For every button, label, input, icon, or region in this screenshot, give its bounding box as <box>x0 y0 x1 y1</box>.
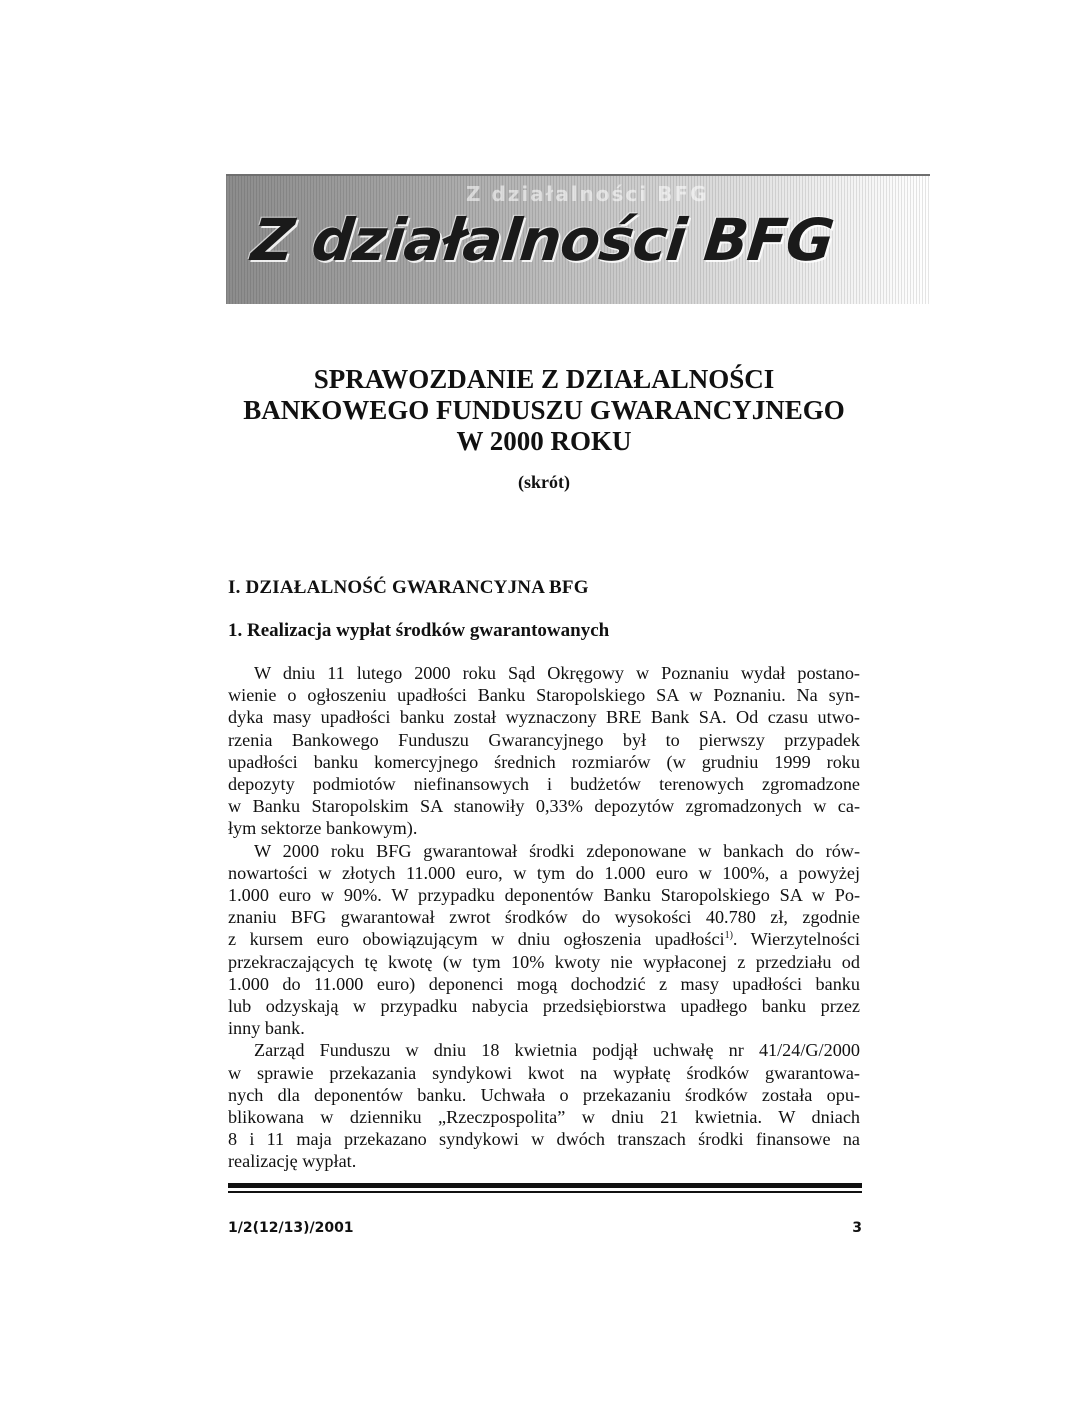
paragraph-1 <box>228 662 860 840</box>
text-line: rzenia Bankowego Funduszu Gwarancyjnego był to pierwszy przypadek <box>228 729 860 750</box>
footer-rule-thick <box>228 1183 862 1188</box>
text-line: 8 i 11 maja przekazano syndykowi w dwóch transzach środki finansowe na <box>228 1129 860 1150</box>
body-text <box>228 662 860 1173</box>
subsection-heading: 1. Realizacja wypłat środków gwarantowanych <box>228 620 610 641</box>
section-banner <box>226 174 930 304</box>
text-line: realizację wypłat. <box>228 1151 357 1172</box>
text-line: dyka masy upadłości banku został wyznaczony BRE Bank SA. Od czasu utwo- <box>228 707 860 728</box>
document-title <box>226 364 862 457</box>
text-line: nych dla deponentów banku. Uchwała o przekazaniu środków została opu- <box>228 1084 860 1105</box>
text-line-with-footnote <box>228 928 860 950</box>
page-number: 3 <box>852 1220 862 1236</box>
text-line: znaniu BFG gwarantował zwrot środków do wysokości 40.780 zł, zgodnie <box>228 907 860 928</box>
text-line: upadłości banku komercyjnego średnich rozmiarów (w grudniu 1999 roku <box>228 751 860 772</box>
document-title-line: BANKOWEGO FUNDUSZU GWARANCYJNEGO <box>243 395 845 425</box>
footer-rule-thin <box>228 1191 862 1193</box>
text-line: przekraczających tę kwotę (w tym 10% kwoty nie wypłaconej z przedziału od <box>228 951 860 972</box>
issue-number: 1/2(12/13)/2001 <box>228 1220 354 1236</box>
document-title-line: W 2000 ROKU <box>456 426 632 456</box>
text-line: blikowana w dzienniku „Rzeczpospolita” w dniu 21 kwietnia. W dniach <box>228 1107 860 1128</box>
text-line: łym sektorze bankowym). <box>228 818 418 839</box>
text-line: w Banku Staropolskim SA stanowiły 0,33% depozytów zgromadzonych w ca- <box>228 796 860 817</box>
text-line: inny bank. <box>228 1018 305 1039</box>
banner-ghost-text: Z działalności BFG <box>466 182 709 206</box>
text-line: wienie o ogłoszeniu upadłości Banku Staropolskiego SA w Poznaniu. Na syn- <box>228 685 860 706</box>
text-line: W 2000 roku BFG gwarantował środki zdeponowane w bankach do rów- <box>254 840 860 861</box>
paragraph-2 <box>228 840 860 1040</box>
text-line: depozyty podmiotów niefinansowych i budżetów terenowych zgromadzone <box>228 774 860 795</box>
text-line: W dniu 11 lutego 2000 roku Sąd Okręgowy w Poznaniu wydał postano- <box>254 663 860 683</box>
text-line: lub odzyskają w przypadku nabycia przedsiębiorstwa upadłego banku przez <box>228 996 860 1017</box>
text-line: nowartości w złotych 11.000 euro, w tym do 1.000 euro w 100%, a powyżej <box>228 862 860 883</box>
text-line: Zarząd Funduszu w dniu 18 kwietnia podjął uchwałę nr 41/24/G/2000 <box>254 1040 860 1061</box>
document-title-line: SPRAWOZDANIE Z DZIAŁALNOŚCI <box>313 364 775 394</box>
banner-title: Z działalności BFG <box>248 206 837 274</box>
text-line: 1.000 euro w 90%. W przypadku deponentów Banku Staropolskiego SA w Po- <box>228 885 860 906</box>
text-line: w sprawie przekazania syndykowi kwot na wypłatę środków gwarantowa- <box>228 1062 860 1083</box>
text-line: 1.000 do 11.000 euro) deponenci mogą dochodzić z masy upadłości banku <box>228 973 860 994</box>
text-segment: z kursem euro obowiązującym w dniu ogłoszenia upadłości <box>228 929 725 950</box>
document-subtitle: (skrót) <box>518 472 570 492</box>
text-segment: . Wierzytelności <box>732 929 861 950</box>
section-heading: I. DZIAŁALNOŚĆ GWARANCYJNA BFG <box>228 577 589 598</box>
footnote-marker: 1) <box>724 930 733 942</box>
paragraph-3 <box>228 1039 860 1172</box>
